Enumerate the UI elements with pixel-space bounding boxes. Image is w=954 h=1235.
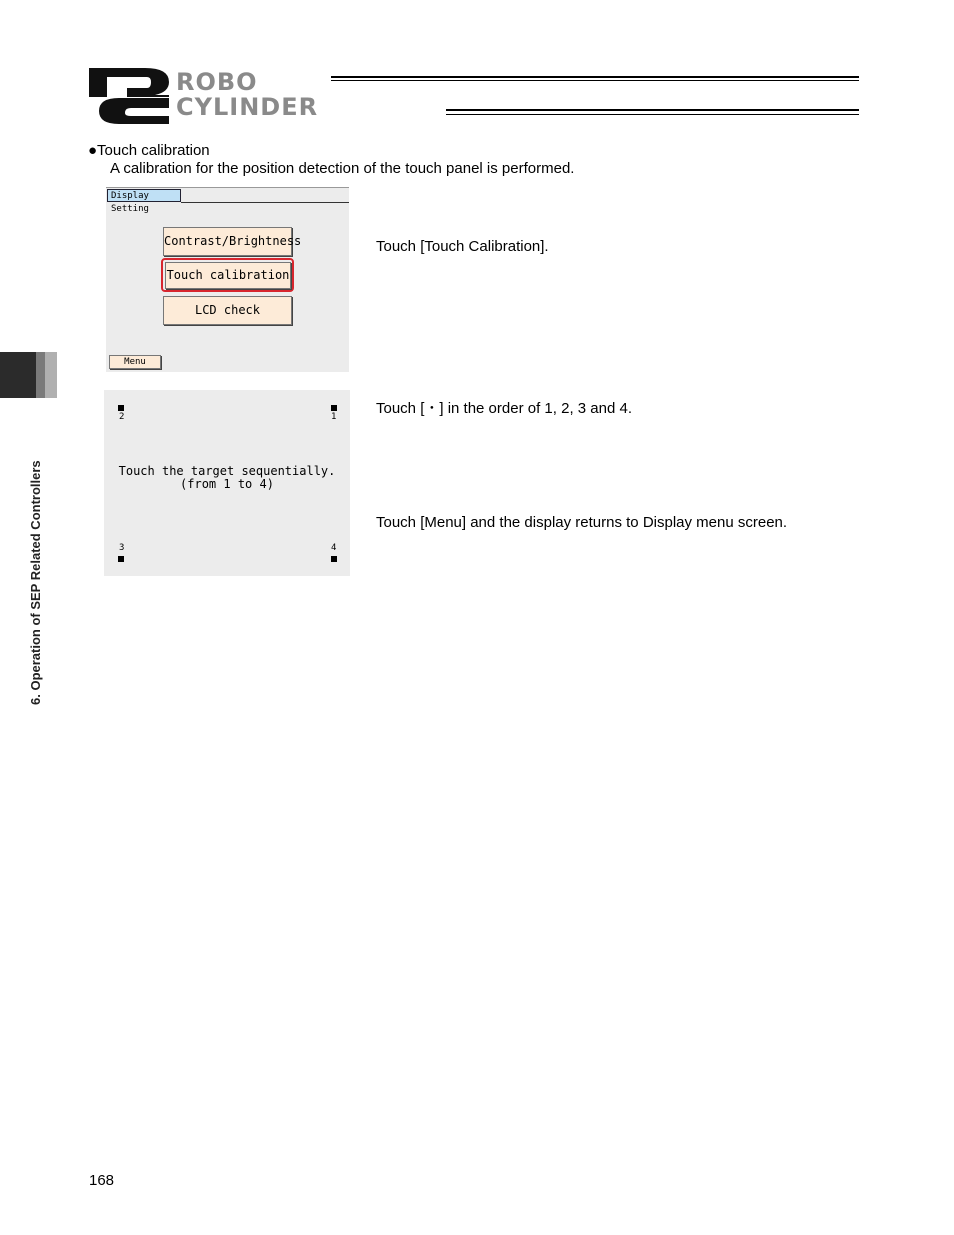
header-rule-bottom-thin xyxy=(446,114,859,115)
target-3[interactable] xyxy=(118,556,124,562)
lcd-check-button[interactable]: LCD check xyxy=(163,296,292,325)
logo-cylinder-text: CYLINDER xyxy=(176,93,319,121)
screen2-instruction-menu: Touch [Menu] and the display returns to Display menu screen. xyxy=(376,514,788,531)
titlebar-divider xyxy=(181,202,349,203)
target-2-label: 2 xyxy=(119,412,125,422)
screen2-instruction-order: Touch [・] in the order of 1, 2, 3 and 4. xyxy=(376,400,632,417)
section-description: A calibration for the position detection of the touch panel is performed. xyxy=(110,160,575,177)
calibration-instruction-line2: (from 1 to 4) xyxy=(180,477,274,491)
robo-cylinder-logo-icon xyxy=(89,68,169,124)
screen1-instruction: Touch [Touch Calibration]. xyxy=(376,238,549,255)
menu-button[interactable]: Menu xyxy=(109,355,161,369)
header-rule-bottom xyxy=(446,109,859,111)
target-1[interactable] xyxy=(331,405,337,411)
chapter-tab-mid xyxy=(36,352,45,398)
screen-title: Display Setting xyxy=(107,189,181,202)
section-heading: ●Touch calibration xyxy=(88,142,210,159)
chapter-tab-light xyxy=(45,352,57,398)
logo-robo-text: ROBO xyxy=(176,68,258,96)
contrast-brightness-button[interactable]: Contrast/Brightness xyxy=(163,227,292,256)
target-3-label: 3 xyxy=(119,543,125,553)
target-4-label: 4 xyxy=(331,543,337,553)
target-4[interactable] xyxy=(331,556,337,562)
calibration-instruction-line1: Touch the target sequentially. xyxy=(118,464,336,478)
target-2[interactable] xyxy=(118,405,124,411)
chapter-tab-dark xyxy=(0,352,36,398)
touch-calibration-button[interactable]: Touch calibration xyxy=(165,262,291,289)
header-rule-top-thin xyxy=(331,80,859,81)
page-number: 168 xyxy=(89,1172,115,1189)
target-1-label: 1 xyxy=(331,412,337,422)
chapter-label: 6. Operation of SEP Related Controllers xyxy=(28,460,43,705)
header-rule-top xyxy=(331,76,859,78)
